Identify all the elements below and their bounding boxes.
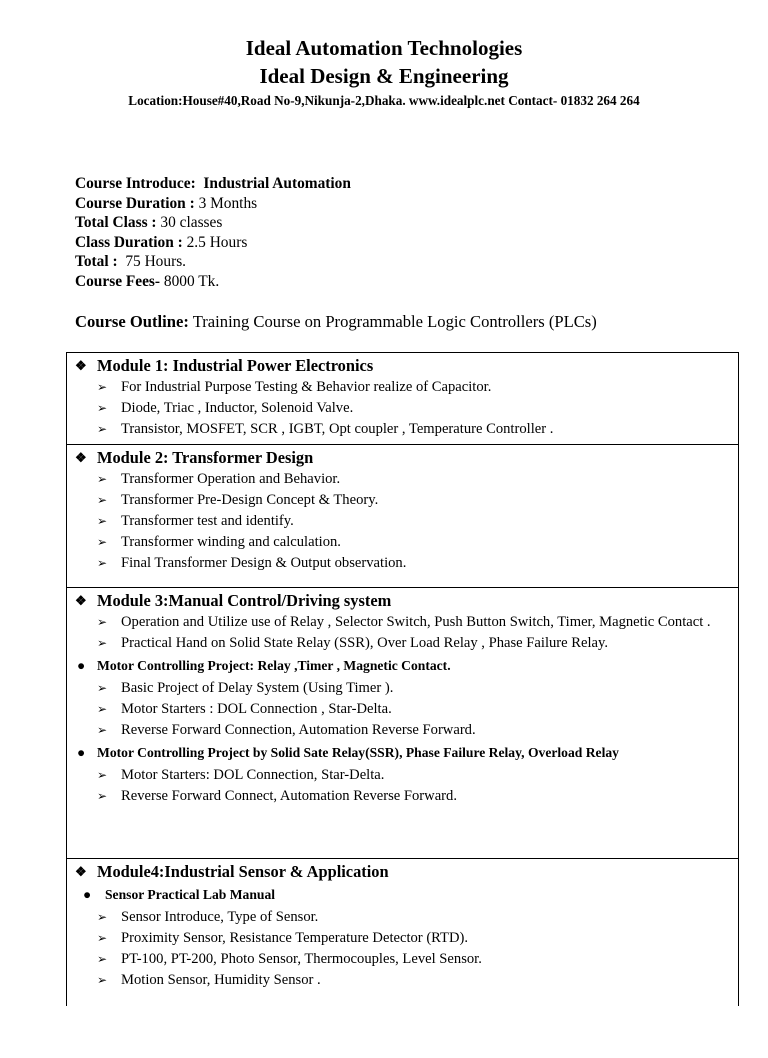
project-1-heading: ● Motor Controlling Project: Relay ,Timer , Magnetic Contact. — [75, 656, 730, 676]
arrow-bullet-icon: ➢ — [97, 493, 108, 507]
list-item: ➢ Reverse Forward Connect, Automation Reverse Forward. — [75, 786, 730, 807]
location-contact-line: Location:House#40,Road No-9,Nikunja-2,Dhaka. www.idealplc.net Contact- 01832 264 264 — [128, 93, 640, 108]
dot-bullet-icon: ● — [77, 745, 86, 760]
class-duration-row: Class Duration : 2.5 Hours — [75, 233, 248, 251]
list-item: ➢ Proximity Sensor, Resistance Temperature Detector (RTD). — [75, 928, 730, 949]
arrow-bullet-icon: ➢ — [97, 723, 108, 737]
course-duration-row: Course Duration : 3 Months — [75, 194, 258, 212]
total-class-row: Total Class : 30 classes — [75, 214, 223, 232]
list-item: ➢ Transformer winding and calculation. — [75, 532, 730, 553]
dot-bullet-icon: ● — [83, 887, 92, 902]
list-item: ➢ Motor Starters : DOL Connection , Star-Delta. — [75, 699, 730, 720]
diamond-bullet-icon: ❖ — [75, 358, 87, 373]
module-3-cell — [66, 587, 739, 858]
module-1-cell — [66, 352, 739, 444]
module-2-title: ❖ Module 2: Transformer Design — [75, 448, 314, 467]
total-hours-row: Total : 75 Hours. — [75, 253, 187, 271]
arrow-bullet-icon: ➢ — [97, 702, 108, 716]
list-item: ➢ Diode, Triac , Inductor, Solenoid Valve. — [75, 398, 730, 419]
arrow-bullet-icon: ➢ — [97, 768, 108, 782]
list-item: ➢ Transformer Pre-Design Concept & Theory. — [75, 490, 730, 511]
arrow-bullet-icon: ➢ — [97, 789, 108, 803]
list-item: ➢ PT-100, PT-200, Photo Sensor, Thermocouples, Level Sensor. — [75, 949, 730, 970]
arrow-bullet-icon: ➢ — [97, 931, 108, 945]
course-outline: Course Outline: Training Course on Programmable Logic Controllers (PLCs) — [75, 312, 597, 331]
arrow-bullet-icon: ➢ — [97, 636, 108, 650]
module-3-title: ❖ Module 3:Manual Control/Driving system — [75, 591, 392, 610]
list-item: ➢ Transformer test and identify. — [75, 511, 730, 532]
list-item: ➢ Basic Project of Delay System (Using Timer ). — [75, 678, 730, 699]
project-2-heading: ● Motor Controlling Project by Solid Sate Relay(SSR), Phase Failure Relay, Overload Relay — [75, 743, 730, 763]
list-item: ➢ Motion Sensor, Humidity Sensor . — [75, 970, 730, 991]
modules-table — [66, 352, 739, 1006]
arrow-bullet-icon: ➢ — [97, 535, 108, 549]
diamond-bullet-icon: ❖ — [75, 593, 87, 608]
arrow-bullet-icon: ➢ — [97, 422, 108, 436]
arrow-bullet-icon: ➢ — [97, 380, 108, 394]
arrow-bullet-icon: ➢ — [97, 556, 108, 570]
module-2-cell — [66, 444, 739, 587]
list-item: ➢ Motor Starters: DOL Connection, Star-Delta. — [75, 765, 730, 786]
dot-bullet-icon: ● — [77, 658, 86, 673]
diamond-bullet-icon: ❖ — [75, 450, 87, 465]
course-intro-row: Course Introduce: Industrial Automation — [75, 175, 351, 192]
document-header — [0, 34, 768, 110]
list-item: ➢ Reverse Forward Connection, Automation Reverse Forward. — [75, 720, 730, 741]
list-item: ➢ Practical Hand on Solid State Relay (SSR), Over Load Relay , Phase Failure Relay. — [75, 633, 730, 654]
list-item: ➢ Sensor Introduce, Type of Sensor. — [75, 907, 730, 928]
company-title: Ideal Automation Technologies — [245, 36, 523, 60]
module-1-title: ❖ Module 1: Industrial Power Electronics — [75, 356, 374, 375]
arrow-bullet-icon: ➢ — [97, 952, 108, 966]
list-item: ➢ Transformer Operation and Behavior. — [75, 469, 730, 490]
arrow-bullet-icon: ➢ — [97, 514, 108, 528]
arrow-bullet-icon: ➢ — [97, 973, 108, 987]
company-subtitle: Ideal Design & Engineering — [259, 64, 509, 88]
arrow-bullet-icon: ➢ — [97, 401, 108, 415]
list-item: ➢ For Industrial Purpose Testing & Behavior realize of Capacitor. — [75, 377, 730, 398]
course-info — [75, 174, 351, 292]
diamond-bullet-icon: ❖ — [75, 864, 87, 879]
course-fees-row: Course Fees- 8000 Tk. — [75, 272, 220, 290]
list-item: ➢ Final Transformer Design & Output observation. — [75, 553, 730, 574]
arrow-bullet-icon: ➢ — [97, 910, 108, 924]
arrow-bullet-icon: ➢ — [97, 681, 108, 695]
list-item: ➢ Transistor, MOSFET, SCR , IGBT, Opt coupler , Temperature Controller . — [75, 419, 730, 440]
arrow-bullet-icon: ➢ — [97, 472, 108, 486]
arrow-bullet-icon: ➢ — [97, 615, 108, 629]
lab-heading: ● Sensor Practical Lab Manual — [75, 885, 730, 905]
list-item: ➢ Operation and Utilize use of Relay , Selector Switch, Push Button Switch, Timer, Magnetic Contact . — [75, 612, 730, 633]
module-4-title: ❖ Module4:Industrial Sensor & Application — [75, 862, 389, 881]
module-4-cell — [66, 858, 739, 1006]
